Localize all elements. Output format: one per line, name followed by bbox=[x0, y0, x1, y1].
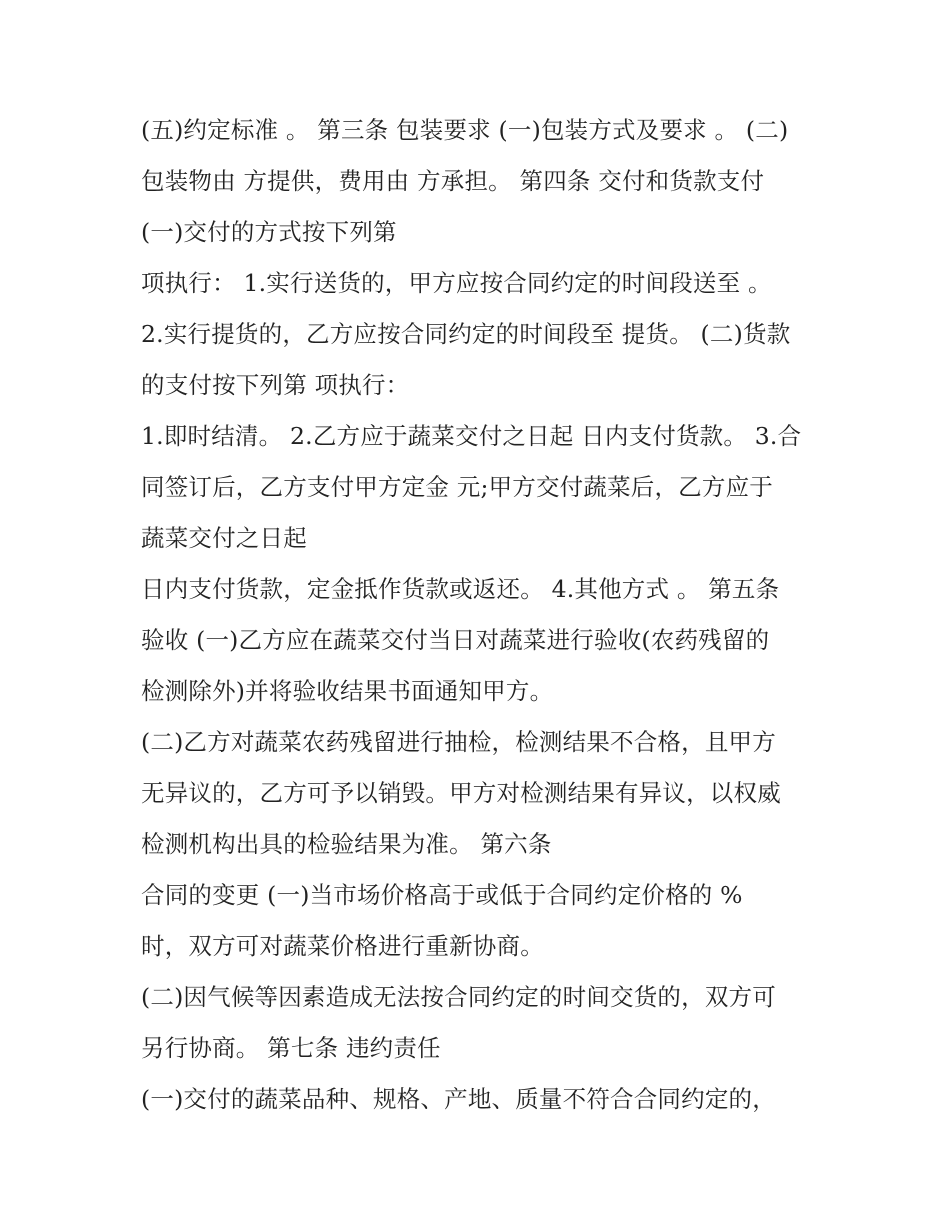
text-line: 的支付按下列第 项执行： bbox=[141, 371, 410, 399]
text-line: 1.即时结清。 2.乙方应于蔬菜交付之日起 日内支付货款。 3.合 bbox=[141, 422, 802, 450]
text-line: 检测除外)并将验收结果书面通知甲方。 bbox=[141, 677, 554, 705]
text-line: 日内支付货款，定金抵作货款或返还。 4.其他方式 。 第五条 bbox=[141, 575, 780, 603]
text-line: 同签订后，乙方支付甲方定金 元;甲方交付蔬菜后，乙方应于 bbox=[141, 473, 773, 501]
text-line: 另行协商。 第七条 违约责任 bbox=[141, 1034, 441, 1062]
text-line: (五)约定标准 。 第三条 包装要求 (一)包装方式及要求 。 (二) bbox=[141, 116, 789, 144]
text-line: 蔬菜交付之日起 bbox=[141, 524, 307, 552]
text-line: (二)乙方对蔬菜农药残留进行抽检，检测结果不合格，且甲方 bbox=[141, 728, 776, 756]
text-line: 时，双方可对蔬菜价格进行重新协商。 bbox=[141, 932, 544, 960]
text-line: 2.实行提货的，乙方应按合同约定的时间段至 提货。 (二)货款 bbox=[141, 320, 791, 348]
text-line: 包装物由 方提供，费用由 方承担。 第四条 交付和货款支付 bbox=[141, 167, 765, 195]
text-line: 项执行： 1.实行送货的，甲方应按合同约定的时间段送至 。 bbox=[141, 269, 772, 297]
text-line: (一)交付的蔬菜品种、规格、产地、质量不符合合同约定的， bbox=[141, 1085, 776, 1113]
text-line: 检测机构出具的检验结果为准。 第六条 bbox=[141, 830, 552, 858]
text-line: 合同的变更 (一)当市场价格高于或低于合同约定价格的 % bbox=[141, 881, 743, 909]
text-line: (一)交付的方式按下列第 bbox=[141, 218, 397, 246]
text-line: 无异议的，乙方可予以销毁。甲方对检测结果有异议，以权威 bbox=[141, 779, 781, 807]
text-line: (二)因气候等因素造成无法按合同约定的时间交货的，双方可 bbox=[141, 983, 776, 1011]
text-line: 验收 (一)乙方应在蔬菜交付当日对蔬菜进行验收(农药残留的 bbox=[141, 626, 770, 654]
contract-text-body bbox=[141, 110, 841, 1130]
